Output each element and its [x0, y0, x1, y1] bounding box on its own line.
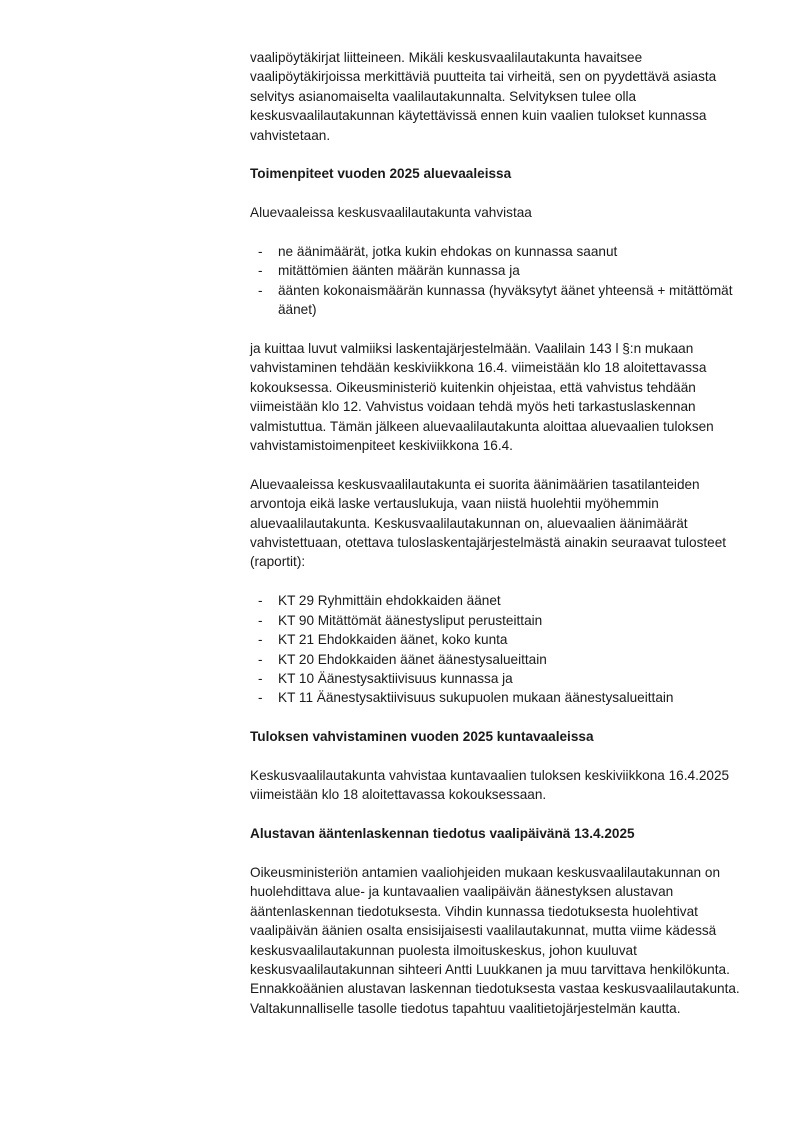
intro-paragraph: vaalipöytäkirjat liitteineen. Mikäli keskusvaalilautakunta havaitsee vaalipöytäkirjoissa merkittäviä puutteita tai virheitä, sen on pyydettävä asiasta selvitys asianomaiselta vaalilautakunnalta. Selvityksen tulee olla keskusvaalilautakunnan käytettävissä ennen kuin vaalien tulokset kunnassa vahvistetaan. — [250, 50, 717, 143]
list-item: - KT 10 Äänestysaktiivisuus kunnassa ja — [250, 669, 750, 688]
heading-aluevaalit: Toimenpiteet vuoden 2025 aluevaaleissa — [250, 166, 512, 182]
document-page — [250, 48, 750, 1018]
paragraph-tiedotus: Oikeusministeriön antamien vaaliohjeiden mukaan keskusvaalilautakunnan on huolehdittava alue- ja kuntavaalien vaalipäivän äänestyksen alustavan ääntenlaskennan tiedotuksesta. Vihdin kunnassa tiedotuksesta huolehtivat vaalipäivän äänien osalta ensisijaisesti vaalilautakunnat, mutta viime kädessä keskusvaalilautakunnan puolesta ilmoituskeskus, johon kuuluvat keskusvaalilautakunnan sihteeri Antti Luukkanen ja muu tarvittava henkilökunta. Ennakkoäänien alustavan laskennan tiedotuksesta vastaa keskusvaalilautakunta. Valtakunnalliselle tasolle tiedotus tapahtuu vaalitietojärjestelmän kautta. — [250, 864, 740, 1016]
heading-tiedotus: Alustavan ääntenlaskennan tiedotus vaalipäivänä 13.4.2025 — [250, 826, 635, 842]
list-vahvistettavat — [250, 242, 750, 320]
list-item: - KT 21 Ehdokkaiden äänet, koko kunta — [250, 630, 750, 649]
paragraph-kuntavaalit: Keskusvaalilautakunta vahvistaa kuntavaalien tuloksen keskiviikkona 16.4.2025 viimeistään klo 18 aloitettavassa kokouksessaan. — [250, 767, 730, 803]
paragraph-kuittaa: ja kuittaa luvut valmiiksi laskentajärjestelmään. Vaalilain 143 l §:n mukaan vahvistaminen tehdään keskiviikkona 16.4. viimeistään klo 18 aloitettavassa kokouksessa. Oikeusministeriö kuitenkin ohjeistaa, että vahvistus tehdään viimeistään klo 12. Vahvistus voidaan tehdä myös heti tarkastuslaskennan valmistuttua. Tämän jälkeen aluevaalilautakunta aloittaa aluevaalien tuloksen vahvistamistoimenpiteet keskiviikkona 16.4. — [250, 341, 714, 454]
list-item: - KT 29 Ryhmittäin ehdokkaiden äänet — [250, 591, 750, 610]
list-item: - KT 90 Mitättömät äänestysliput perusteittain — [250, 611, 750, 630]
list-tulosteet — [250, 591, 750, 707]
paragraph-tasatilanteet: Aluevaaleissa keskusvaalilautakunta ei suorita äänimäärien tasatilanteiden arvontoja eikä laske vertauslukuja, vaan niistä huolehtii myöhemmin aluevaalilautakunta. Keskusvaalilautakunnan on, aluevaalien äänimäärät vahvistettuaan, otettava tuloslaskentajärjestelmästä ainakin seuraavat tulosteet (raportit): — [250, 476, 727, 570]
list-item: - ne äänimäärät, jotka kukin ehdokas on kunnassa saanut — [250, 242, 750, 261]
paragraph-vahvistaa: Aluevaaleissa keskusvaalilautakunta vahvistaa — [250, 205, 532, 221]
list-item: - äänten kokonaismäärän kunnassa (hyväksytyt äänet yhteensä + mitättömät äänet) — [250, 281, 750, 320]
list-item: - KT 20 Ehdokkaiden äänet äänestysalueittain — [250, 650, 750, 669]
heading-kuntavaalit: Tuloksen vahvistaminen vuoden 2025 kuntavaaleissa — [250, 729, 594, 745]
list-item: - KT 11 Äänestysaktiivisuus sukupuolen mukaan äänestysalueittain — [250, 688, 750, 707]
list-item: - mitättömien äänten määrän kunnassa ja — [250, 261, 750, 280]
